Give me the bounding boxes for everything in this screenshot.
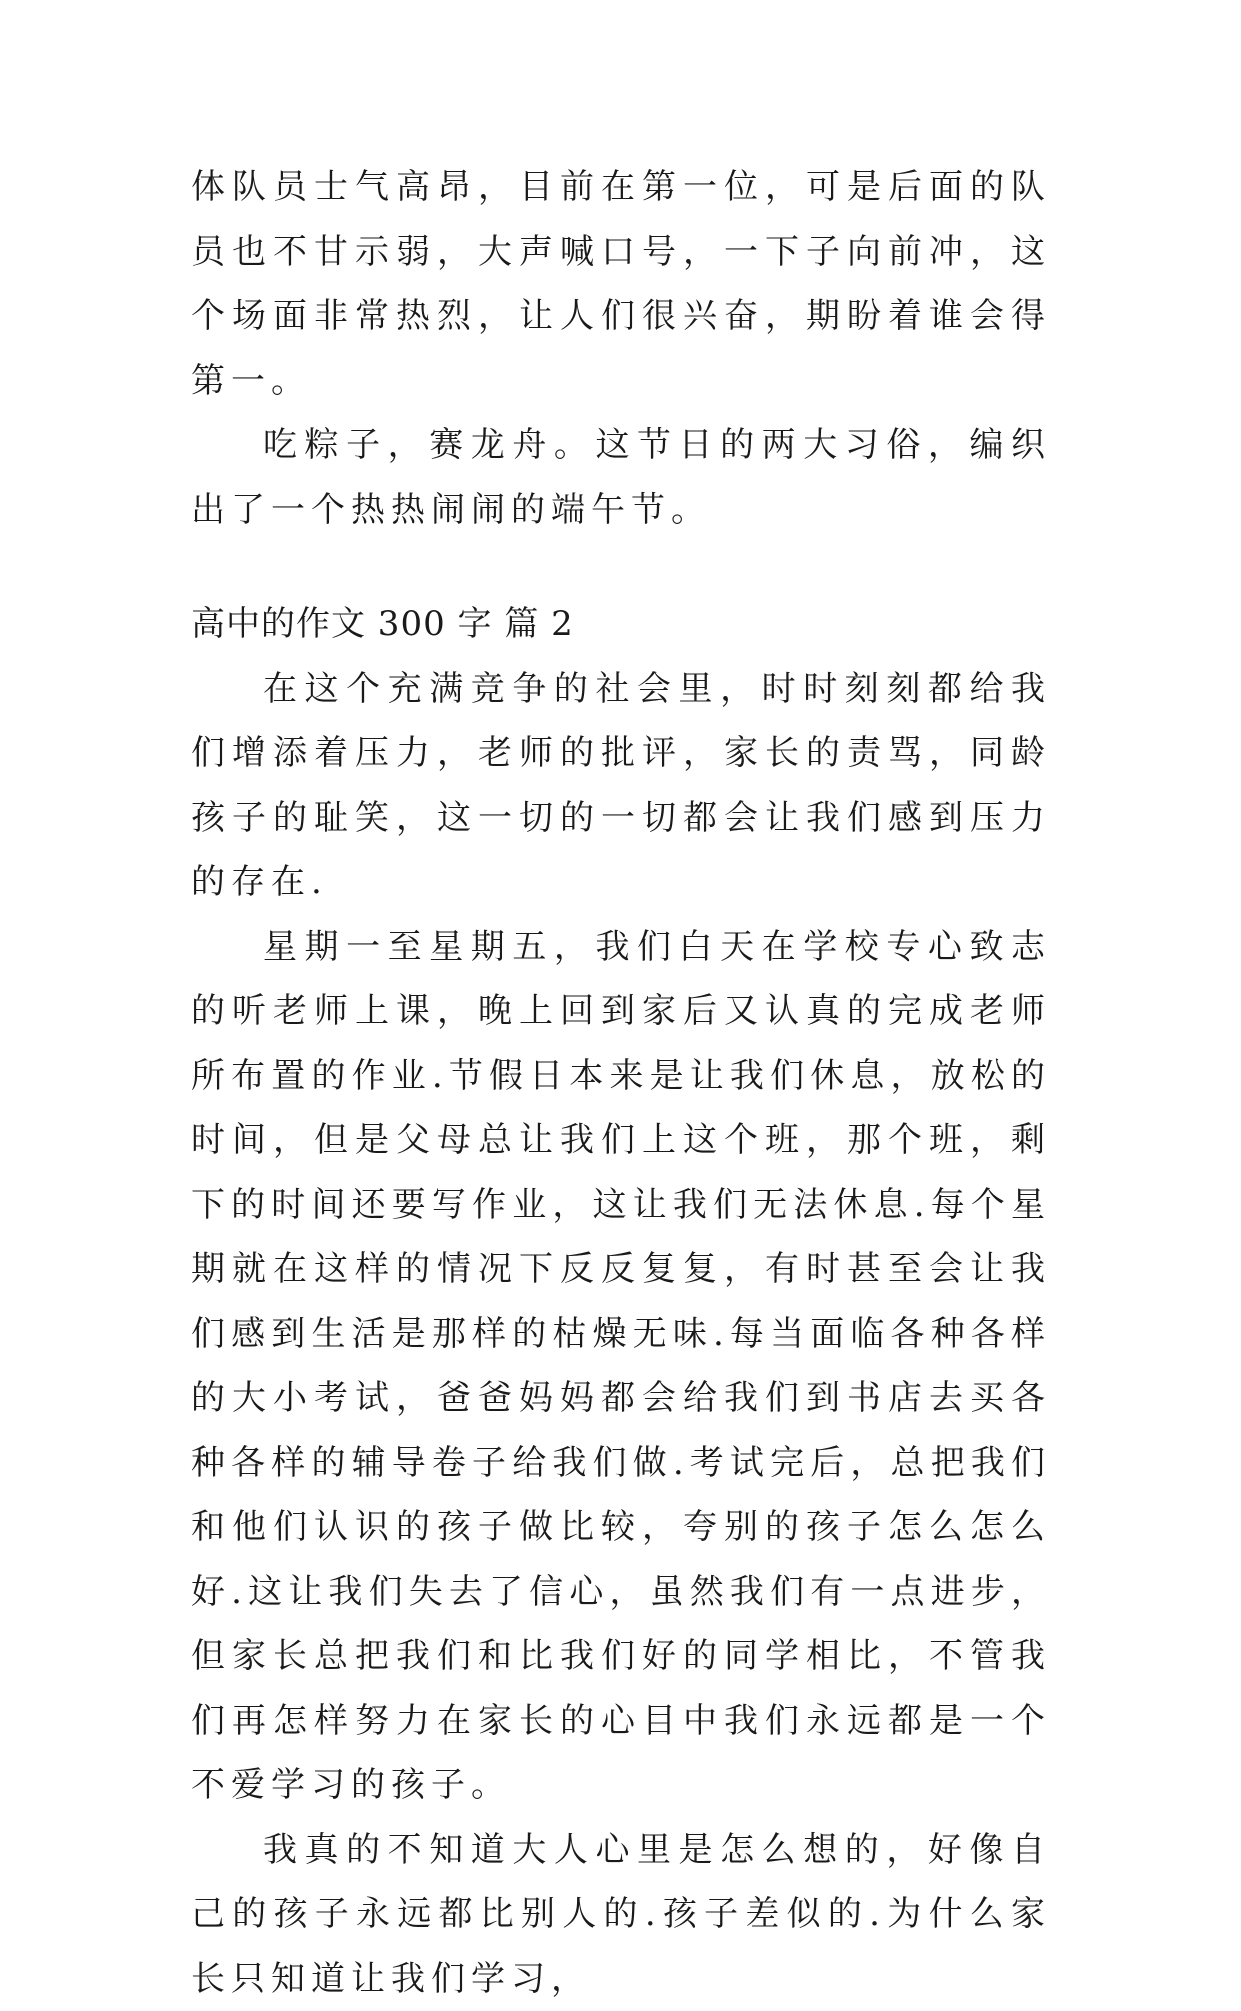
- paragraph-continued: 体队员士气高昂，目前在第一位，可是后面的队员也不甘示弱，大声喊口号，一下子向前冲，这个场面非常热烈，让人们很兴奋，期盼着谁会得第一。: [191, 155, 1051, 413]
- section-gap: [191, 542, 1051, 592]
- section-heading: 高中的作文 300 字 篇 2: [191, 592, 1051, 657]
- paragraph: 我真的不知道大人心里是怎么想的，好像自己的孩子永远都比别人的.孩子差似的.为什么家长只知道让我们学习，: [191, 1818, 1051, 2011]
- document-body: [191, 155, 1051, 2011]
- paragraph: 星期一至星期五，我们白天在学校专心致志的听老师上课，晚上回到家后又认真的完成老师所布置的作业.节假日本来是让我们休息，放松的时间，但是父母总让我们上这个班，那个班，剩下的时间还要写作业，这让我们无法休息.每个星期就在这样的情况下反反复复，有时甚至会让我们感到生活是那样的枯燥无味.每当面临各种各样的大小考试，爸爸妈妈都会给我们到书店去买各种各样的辅导卷子给我们做.考试完后，总把我们和他们认识的孩子做比较，夸别的孩子怎么怎么好.这让我们失去了信心，虽然我们有一点进步，但家长总把我们和比我们好的同学相比，不管我们再怎样努力在家长的心目中我们永远都是一个不爱学习的孩子。: [191, 915, 1051, 1818]
- paragraph: 在这个充满竞争的社会里，时时刻刻都给我们增添着压力，老师的批评，家长的责骂，同龄孩子的耻笑，这一切的一切都会让我们感到压力的存在.: [191, 657, 1051, 915]
- paragraph: 吃粽子，赛龙舟。这节日的两大习俗，编织出了一个热热闹闹的端午节。: [191, 413, 1051, 542]
